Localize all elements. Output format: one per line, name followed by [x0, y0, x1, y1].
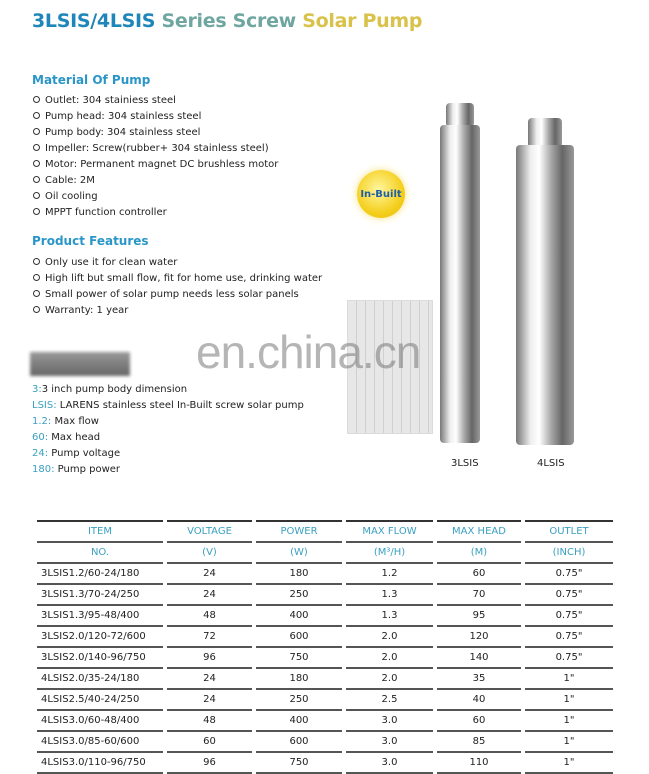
- table-cell: 60: [167, 732, 252, 753]
- list-item-text: Warranty: 1 year: [45, 305, 129, 316]
- table-cell: 1": [525, 753, 613, 774]
- table-cell: 3LSIS1.2/60-24/180: [37, 564, 163, 585]
- table-cell: 600: [256, 627, 342, 648]
- table-cell: 48: [167, 606, 252, 627]
- column-header: (W): [256, 543, 342, 564]
- table-row: [37, 669, 613, 690]
- list-item: [33, 271, 322, 287]
- list-item: [33, 93, 278, 109]
- table-cell: 3LSIS2.0/140-96/750: [37, 648, 163, 669]
- list-item: [33, 157, 278, 173]
- column-header: OUTLET: [525, 520, 613, 543]
- pump-4lsis-top: [528, 118, 562, 148]
- table-subheader-row: [37, 543, 613, 564]
- column-header: (M³/H): [346, 543, 433, 564]
- model-legend: [32, 382, 304, 478]
- bullet-icon: [33, 258, 40, 265]
- table-cell: 3LSIS1.3/70-24/250: [37, 585, 163, 606]
- bullet-icon: [33, 306, 40, 313]
- pump-3lsis-image: [440, 125, 480, 443]
- table-cell: 4LSIS2.0/35-24/180: [37, 669, 163, 690]
- table-row: [37, 711, 613, 732]
- table-cell: 750: [256, 648, 342, 669]
- column-header: POWER: [256, 520, 342, 543]
- list-item-text: High lift but small flow, fit for home use, drinking water: [45, 273, 323, 284]
- features-list: [33, 255, 322, 319]
- bullet-icon: [33, 290, 40, 297]
- table-cell: 3.0: [346, 753, 433, 774]
- legend-text: Max head: [48, 432, 101, 443]
- table-cell: 120: [437, 627, 521, 648]
- material-heading: Material Of Pump: [32, 73, 151, 87]
- table-cell: 250: [256, 690, 342, 711]
- table-cell: 2.0: [346, 627, 433, 648]
- column-header: MAX FLOW: [346, 520, 433, 543]
- legend-key: LSIS:: [32, 400, 57, 411]
- table-cell: 4LSIS3.0/85-60/600: [37, 732, 163, 753]
- table-cell: 1": [525, 711, 613, 732]
- table-cell: 2.0: [346, 648, 433, 669]
- table-cell: 0.75": [525, 564, 613, 585]
- list-item: [33, 303, 322, 319]
- table-cell: 85: [437, 732, 521, 753]
- table-row: [37, 648, 613, 669]
- table-header-row: [37, 520, 613, 543]
- watermark: en.china.cn: [196, 326, 421, 378]
- table-row: [37, 753, 613, 774]
- column-header: VOLTAGE: [167, 520, 252, 543]
- legend-text: Pump voltage: [48, 448, 121, 459]
- table-cell: 0.75": [525, 648, 613, 669]
- legend-key: 60:: [32, 432, 49, 443]
- list-item-text: Impeller: Screw(rubber+ 304 stainless steel): [45, 143, 269, 154]
- table-cell: 3LSIS2.0/120-72/600: [37, 627, 163, 648]
- table-cell: 4LSIS3.0/60-48/400: [37, 711, 163, 732]
- table-cell: 250: [256, 585, 342, 606]
- table-cell: 0.75": [525, 606, 613, 627]
- table-cell: 70: [437, 585, 521, 606]
- legend-key: 24:: [32, 448, 49, 459]
- in-built-badge: In-Built: [357, 170, 405, 218]
- list-item: [33, 255, 322, 271]
- legend-row: [32, 446, 304, 462]
- table-cell: 400: [256, 606, 342, 627]
- list-item-text: Cable: 2M: [45, 175, 95, 186]
- table-cell: 60: [437, 711, 521, 732]
- table-row: [37, 690, 613, 711]
- table-cell: 1.3: [346, 606, 433, 627]
- table-row: [37, 627, 613, 648]
- list-item-text: Pump head: 304 stainless steel: [45, 111, 202, 122]
- legend-key: 3:: [32, 384, 42, 395]
- legend-key: 180:: [32, 464, 55, 475]
- list-item: [33, 125, 278, 141]
- table-cell: 35: [437, 669, 521, 690]
- bullet-icon: [33, 144, 40, 151]
- table-cell: 2.0: [346, 669, 433, 690]
- table-cell: 1.2: [346, 564, 433, 585]
- list-item-text: Outlet: 304 stainiess steel: [45, 95, 176, 106]
- table-cell: 180: [256, 564, 342, 585]
- legend-text: Max flow: [51, 416, 99, 427]
- table-cell: 24: [167, 585, 252, 606]
- bullet-icon: [33, 274, 40, 281]
- column-header: (INCH): [525, 543, 613, 564]
- table-row: [37, 585, 613, 606]
- list-item-text: Pump body: 304 stainless steel: [45, 127, 201, 138]
- table-cell: 24: [167, 690, 252, 711]
- table-cell: 60: [437, 564, 521, 585]
- column-header: (M): [437, 543, 521, 564]
- table-row: [37, 606, 613, 627]
- table-cell: 96: [167, 648, 252, 669]
- table-row: [37, 732, 613, 753]
- column-header: (V): [167, 543, 252, 564]
- table-cell: 3.0: [346, 711, 433, 732]
- list-item: [33, 109, 278, 125]
- bullet-icon: [33, 128, 40, 135]
- features-heading: Product Features: [32, 234, 149, 248]
- legend-text: LARENS stainless steel In-Built screw solar pump: [56, 400, 304, 411]
- column-header: ITEM: [37, 520, 163, 543]
- pump-3lsis-top: [446, 103, 474, 127]
- table-cell: 1": [525, 669, 613, 690]
- table-cell: 40: [437, 690, 521, 711]
- legend-row: [32, 414, 304, 430]
- table-cell: 2.5: [346, 690, 433, 711]
- table-cell: 110: [437, 753, 521, 774]
- table-cell: 24: [167, 564, 252, 585]
- table-cell: 750: [256, 753, 342, 774]
- column-header: MAX HEAD: [437, 520, 521, 543]
- table-cell: 600: [256, 732, 342, 753]
- list-item: [33, 287, 322, 303]
- table-cell: 1.3: [346, 585, 433, 606]
- table-cell: 48: [167, 711, 252, 732]
- table-cell: 3LSIS1.3/95-48/400: [37, 606, 163, 627]
- table-cell: 400: [256, 711, 342, 732]
- legend-row: [32, 382, 304, 398]
- page-title: 3LSIS/4LSIS Series Screw Solar Pump: [32, 10, 423, 32]
- list-item: [33, 205, 278, 221]
- list-item-text: MPPT function controller: [45, 207, 167, 218]
- legend-row: [32, 462, 304, 478]
- legend-key: 1.2:: [32, 416, 52, 427]
- table-row: [37, 564, 613, 585]
- table-cell: 0.75": [525, 627, 613, 648]
- table-cell: 24: [167, 669, 252, 690]
- caption-4lsis: 4LSIS: [537, 458, 565, 469]
- list-item: [33, 173, 278, 189]
- list-item-text: Small power of solar pump needs less solar panels: [45, 289, 299, 300]
- list-item-text: Motor: Permanent magnet DC brushless motor: [45, 159, 279, 170]
- list-item: [33, 141, 278, 157]
- caption-3lsis: 3LSIS: [451, 458, 479, 469]
- table-cell: 3.0: [346, 732, 433, 753]
- legend-row: [32, 398, 304, 414]
- table-cell: 72: [167, 627, 252, 648]
- bullet-icon: [33, 96, 40, 103]
- legend-row: [32, 430, 304, 446]
- table-cell: 180: [256, 669, 342, 690]
- table-cell: 1": [525, 690, 613, 711]
- table-cell: 140: [437, 648, 521, 669]
- list-item-text: Oil cooling: [45, 191, 98, 202]
- table-cell: 1": [525, 732, 613, 753]
- blurred-image: [30, 352, 130, 376]
- list-item: [33, 189, 278, 205]
- table-cell: 4LSIS3.0/110-96/750: [37, 753, 163, 774]
- material-list: [33, 93, 278, 221]
- bullet-icon: [33, 192, 40, 199]
- bullet-icon: [33, 160, 40, 167]
- table-cell: 4LSIS2.5/40-24/250: [37, 690, 163, 711]
- table-cell: 0.75": [525, 585, 613, 606]
- legend-text: Pump power: [54, 464, 121, 475]
- table-cell: 95: [437, 606, 521, 627]
- list-item-text: Only use it for clean water: [45, 257, 178, 268]
- legend-text: 3 inch pump body dimension: [41, 384, 188, 395]
- bullet-icon: [33, 176, 40, 183]
- pump-4lsis-image: [516, 145, 574, 445]
- bullet-icon: [33, 208, 40, 215]
- bullet-icon: [33, 112, 40, 119]
- column-header: NO.: [37, 543, 163, 564]
- table-cell: 96: [167, 753, 252, 774]
